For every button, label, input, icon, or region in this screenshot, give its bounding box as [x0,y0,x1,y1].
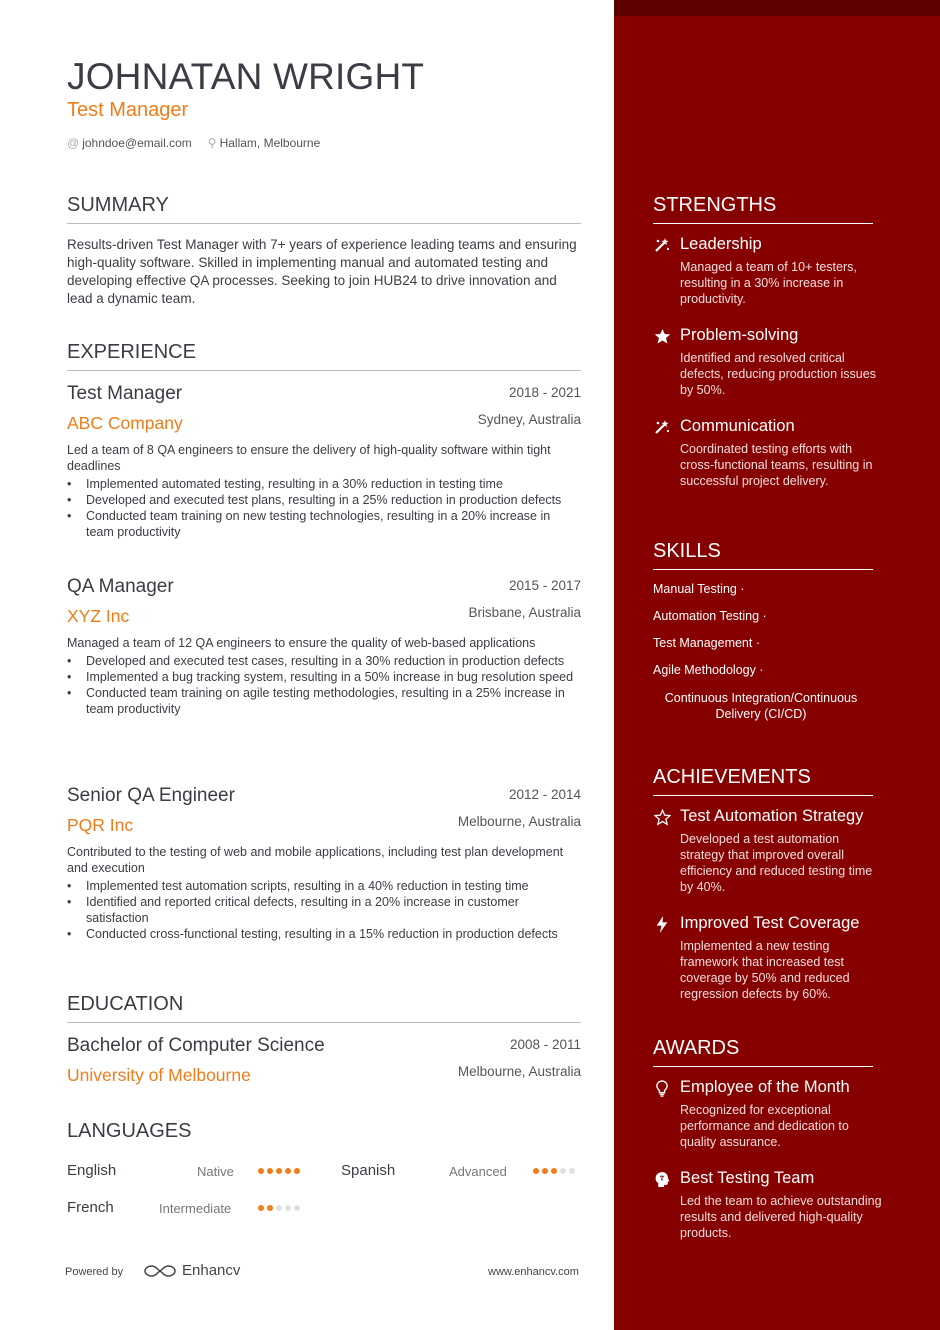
footer-url[interactable]: www.enhancv.com [488,1266,579,1278]
star-icon [653,328,671,346]
job-company: XYZ Inc [67,606,130,626]
award-item [653,1169,883,1241]
enhancv-logo[interactable] [144,1262,240,1279]
languages-heading: LANGUAGES [67,1120,192,1142]
summary-heading: SUMMARY [67,194,581,224]
location-contact [208,136,321,150]
language-level: Native [197,1164,234,1179]
achievement-title: Improved Test Coverage [680,914,860,932]
achievement-item [653,807,883,895]
language-name: English [67,1162,117,1179]
job-company: PQR Inc [67,815,134,835]
job-bullet: • Implemented automated testing, resulting in a 30% reduction in testing time [67,476,581,492]
achievements-heading: ACHIEVEMENTS [653,766,873,796]
job-bullet: • Implemented test automation scripts, resulting in a 40% reduction in testing time [67,878,581,894]
job-location: Sydney, Australia [477,412,581,427]
achievement-text: Implemented a new testing framework that increased test coverage by 50% and reduced regression defects by 60%. [680,939,850,1001]
rating-dot-filled [276,1168,282,1174]
rating-dot-filled [294,1168,300,1174]
job-bullets [67,653,581,717]
language-rating [533,1168,575,1174]
job-bullet: • Conducted team training on new testing technologies, resulting in a 20% increase in team productivity [67,508,581,540]
language-name: Spanish [341,1162,396,1179]
language-rating [258,1205,300,1211]
location-pin-icon: ⚲ [207,136,217,150]
language-level: Advanced [449,1164,507,1179]
language-name: French [67,1199,114,1216]
strength-title: Communication [680,417,795,435]
rating-dot-filled [533,1168,539,1174]
job-description: Led a team of 8 QA engineers to ensure the delivery of high-quality software within tight deadlines [67,443,551,473]
rating-dot-filled [258,1205,264,1211]
candidate-name: JOHNATAN WRIGHT [67,56,425,97]
skill-item: Test Management · [653,636,760,650]
education-heading: EDUCATION [67,993,581,1023]
job-entry [67,576,581,717]
candidate-role: Test Manager [67,99,189,121]
job-bullet: • Conducted cross-functional testing, resulting in a 15% reduction in production defects [67,926,581,942]
award-item [653,1078,883,1150]
job-bullet: • Developed and executed test cases, resulting in a 30% reduction in production defects [67,653,581,669]
job-bullet: • Implemented a bug tracking system, resulting in a 50% increase in bug resolution speed [67,669,581,685]
degree: Bachelor of Computer Science [67,1035,325,1056]
sidebar-column [614,0,940,1330]
school: University of Melbourne [67,1065,251,1085]
skill-item: Manual Testing · [653,582,745,596]
job-title: Senior QA Engineer [67,785,235,806]
powered-by-text: Powered by [65,1266,124,1278]
lightbulb-icon [653,1080,671,1098]
job-company: ABC Company [67,413,183,433]
strength-item [653,235,883,307]
rating-dot-empty [560,1168,566,1174]
language-level: Intermediate [159,1201,232,1216]
school-location: Melbourne, Australia [457,1064,581,1079]
award-title: Employee of the Month [680,1078,850,1096]
job-description: Managed a team of 12 QA engineers to ensure the quality of web-based applications [67,636,536,650]
job-dates: 2015 - 2017 [508,578,581,593]
job-entry [67,785,581,942]
rating-dot-empty [569,1168,575,1174]
email-contact[interactable] [67,136,192,150]
rating-dot-empty [276,1205,282,1211]
brand-name: Enhancv [182,1262,241,1279]
contact-info [67,136,320,150]
award-text: Led the team to achieve outstanding results and delivered high-quality products. [680,1194,882,1240]
job-bullets [67,878,581,942]
strength-text: Coordinated testing efforts with cross-functional teams, resulting in successful project delivery. [680,442,873,488]
email-text: johndoe@email.com [82,136,192,150]
bolt-icon [653,916,671,934]
location-text: Hallam, Melbourne [219,136,321,150]
education-entry [67,1035,581,1086]
education-dates: 2008 - 2011 [509,1037,581,1052]
skill-item: Automation Testing · [653,609,767,623]
rating-dot-empty [294,1205,300,1211]
wand-icon [653,419,671,437]
job-title: QA Manager [67,576,174,597]
strength-text: Identified and resolved critical defects, reducing production issues by 50%. [680,351,876,397]
wand-icon [653,237,671,255]
strength-title: Leadership [680,235,762,253]
infinity-icon [144,1263,176,1279]
job-title: Test Manager [67,383,183,404]
award-text: Recognized for exceptional performance and dedication to quality assurance. [680,1103,849,1149]
job-entry [67,383,581,540]
star-outline-icon [653,809,671,827]
brain-icon [653,1171,671,1189]
summary-text: Results-driven Test Manager with 7+ years of experience leading teams and ensuring high-quality software. Skilled in implementing manual and automated testing and developing effective QA processes. Seeking to join HUB24 to drive innovation and lead a dynamic team. [67,237,577,306]
job-bullets [67,476,581,540]
awards-heading: AWARDS [653,1037,873,1067]
rating-dot-filled [267,1205,273,1211]
at-icon: @ [67,136,80,150]
experience-heading: EXPERIENCE [67,341,581,371]
rating-dot-empty [285,1205,291,1211]
job-dates: 2012 - 2014 [508,787,581,802]
skill-item: Continuous Integration/Continuous Delivery (CI/CD) [664,691,858,721]
skills-heading: SKILLS [653,540,873,570]
strength-item [653,417,883,489]
rating-dot-filled [551,1168,557,1174]
job-location: Melbourne, Australia [457,814,581,829]
job-bullet: • Conducted team training on agile testing methodologies, resulting in a 25% increase in team productivity [67,685,581,717]
rating-dot-filled [258,1168,264,1174]
achievement-text: Developed a test automation strategy that improved overall efficiency and reduced testing time by 40%. [680,832,873,894]
job-description: Contributed to the testing of web and mobile applications, including test plan development and execution [67,845,564,875]
strengths-heading: STRENGTHS [653,194,873,224]
achievement-title: Test Automation Strategy [680,807,864,825]
rating-dot-filled [285,1168,291,1174]
strength-text: Managed a team of 10+ testers, resulting in a 30% increase in productivity. [680,260,857,306]
achievement-item [653,914,883,1002]
sidebar-top-bar [614,0,940,16]
rating-dot-filled [542,1168,548,1174]
language-rating [258,1168,300,1174]
rating-dot-filled [267,1168,273,1174]
strength-title: Problem-solving [680,326,799,344]
strength-item [653,326,883,398]
skill-item: Agile Methodology · [653,663,764,677]
job-dates: 2018 - 2021 [508,385,581,400]
award-title: Best Testing Team [680,1169,815,1187]
job-location: Brisbane, Australia [468,605,581,620]
job-bullet: • Developed and executed test plans, resulting in a 25% reduction in production defects [67,492,581,508]
job-bullet: • Identified and reported critical defects, resulting in a 20% increase in customer satisfaction [67,894,581,926]
